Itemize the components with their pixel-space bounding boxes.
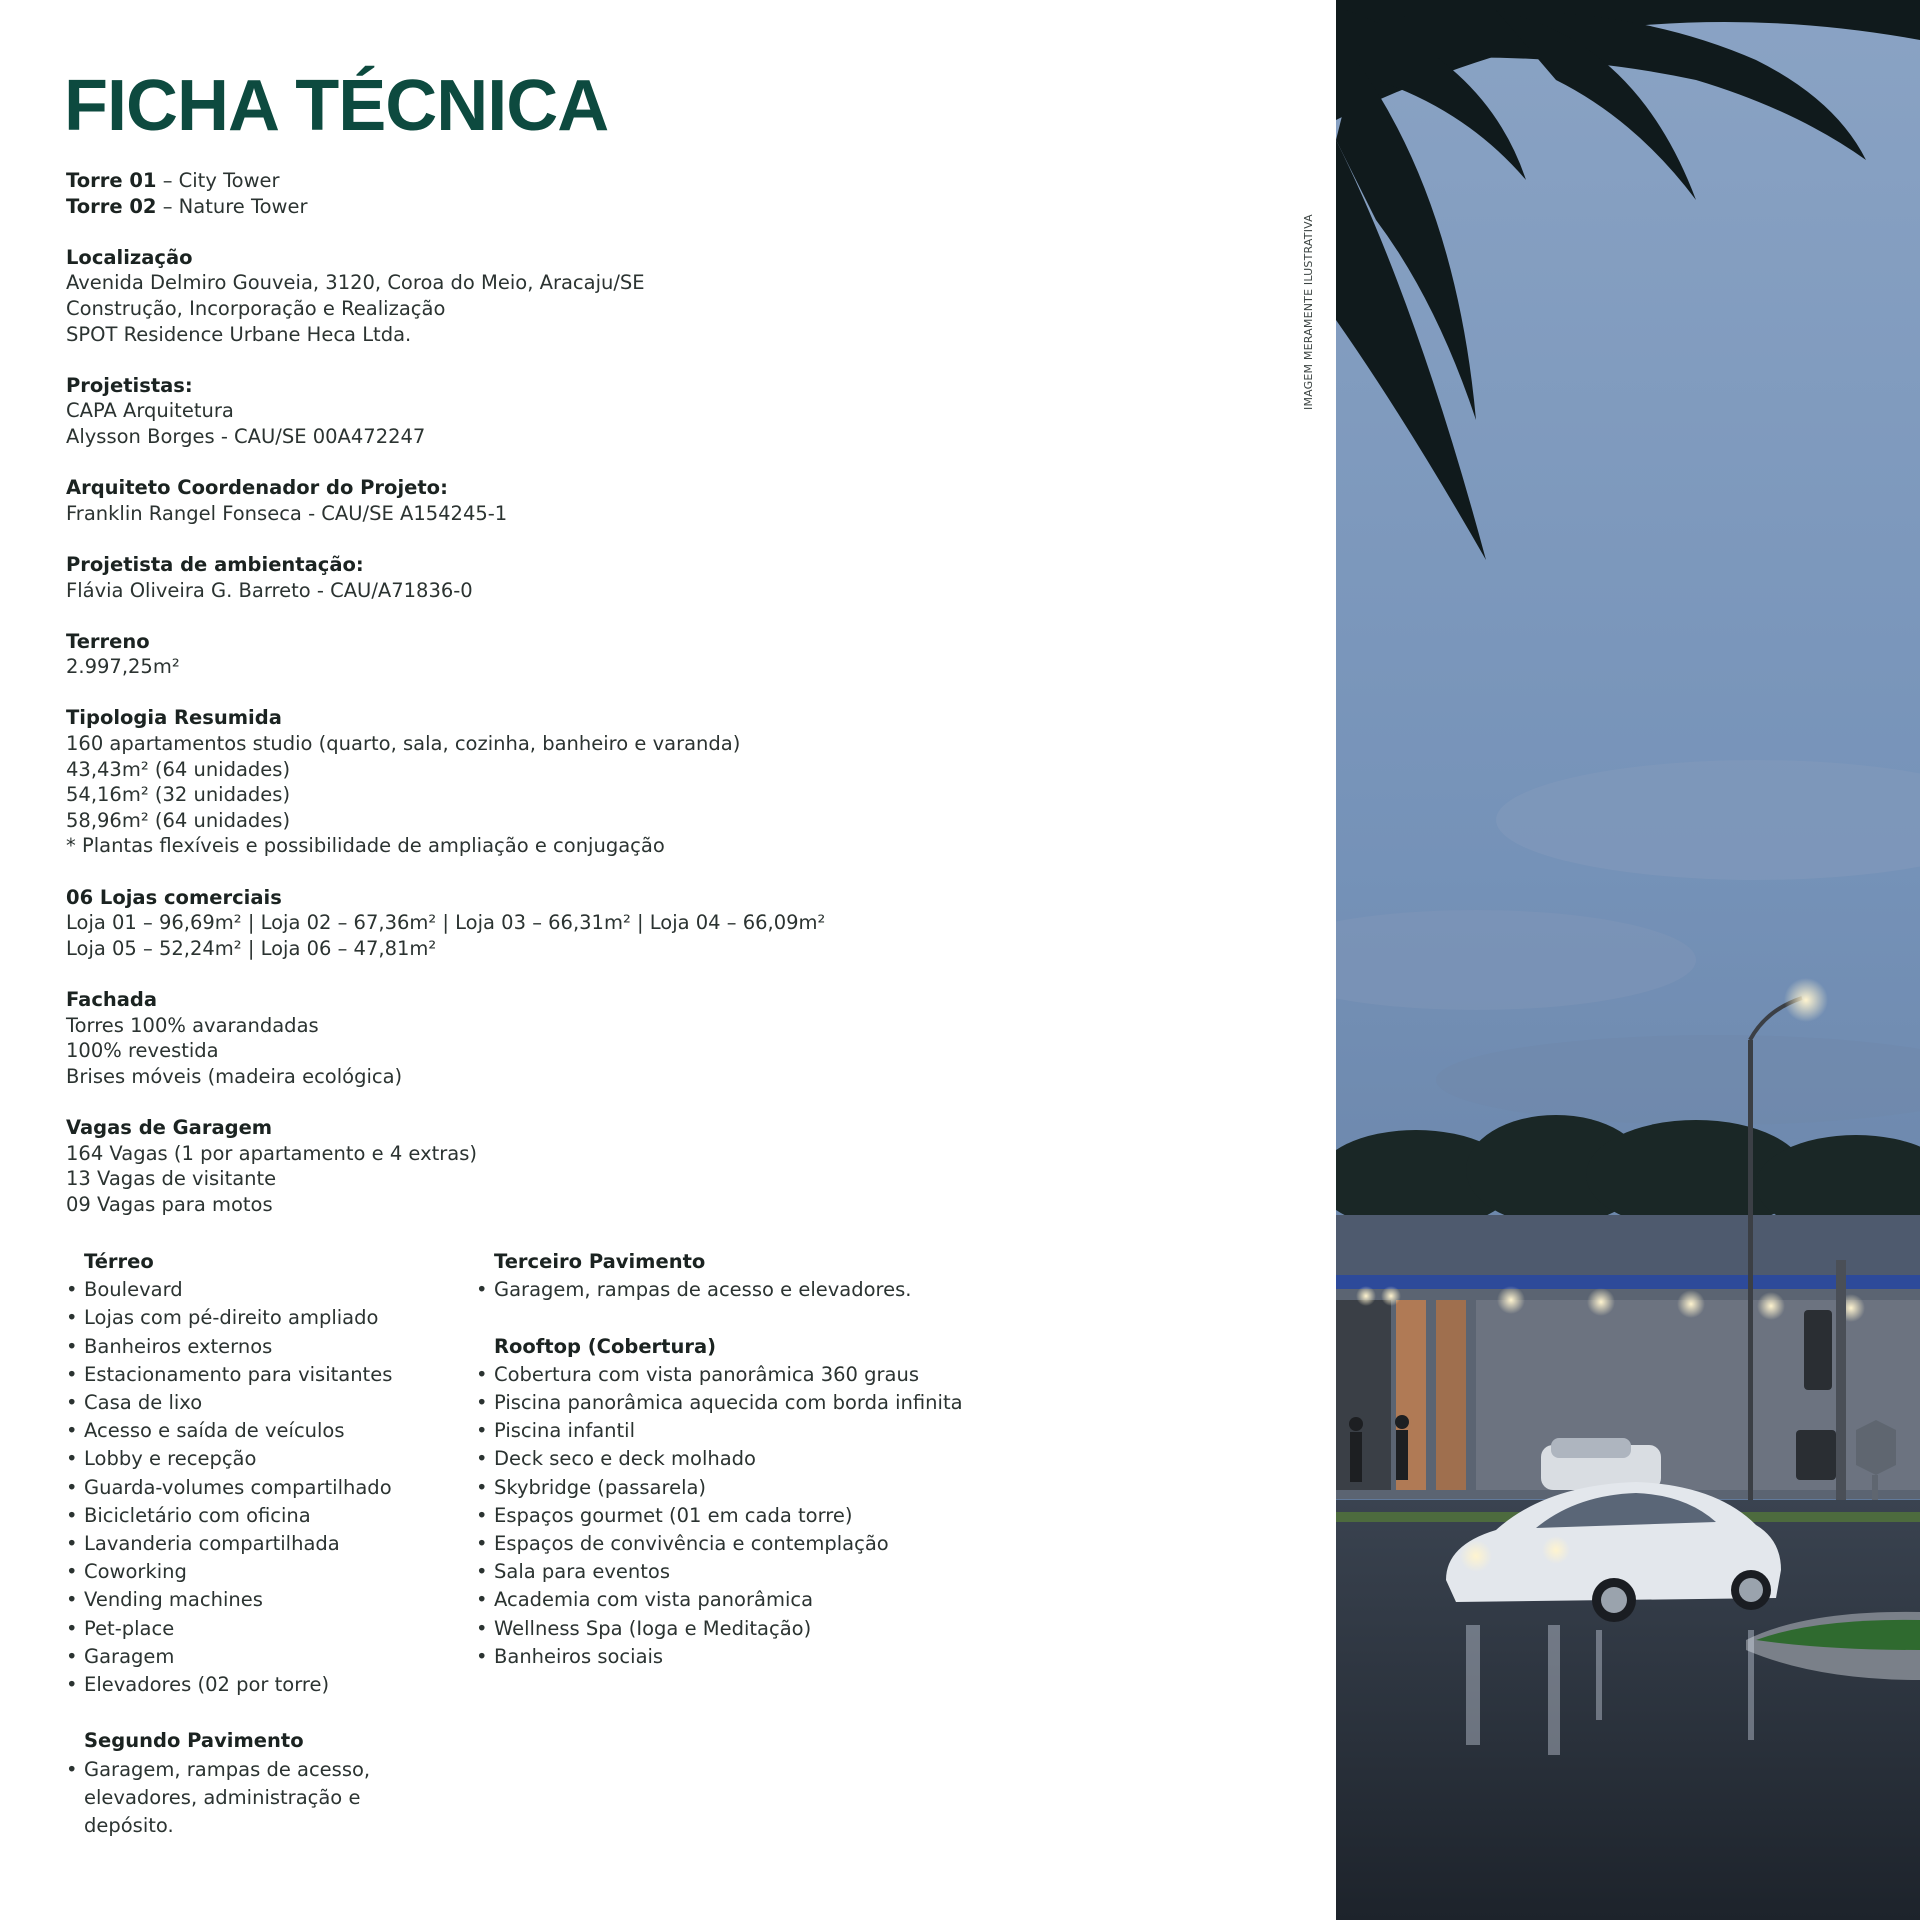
tower-line bbox=[66, 168, 1066, 194]
section-heading: Tipologia Resumida bbox=[66, 706, 282, 730]
tower-label: Torre 01 bbox=[66, 169, 157, 192]
list-item: • Coworking bbox=[66, 1558, 466, 1586]
section-heading: Vagas de Garagem bbox=[66, 1115, 273, 1139]
tipologia-block bbox=[66, 705, 1066, 859]
section-line: Torres 100% avarandadas bbox=[66, 1013, 319, 1037]
list-item: • Elevadores (02 por torre) bbox=[66, 1671, 466, 1699]
spec-text-column bbox=[66, 168, 1066, 1243]
localizacao-block bbox=[66, 245, 1066, 347]
section-line: Loja 05 – 52,24m² | Loja 06 – 47,81m² bbox=[66, 936, 437, 960]
list-item: • Garagem, rampas de acesso e elevadores. bbox=[476, 1276, 1036, 1304]
section-line: 13 Vagas de visitante bbox=[66, 1167, 277, 1191]
list-item: • Wellness Spa (Ioga e Meditação) bbox=[476, 1615, 1036, 1643]
section-heading: Fachada bbox=[66, 988, 158, 1011]
list-item: • Espaços de convivência e contemplação bbox=[476, 1530, 1036, 1558]
terreo-list bbox=[66, 1276, 466, 1699]
list-item: • Espaços gourmet (01 em cada torre) bbox=[476, 1502, 1036, 1530]
section-line: 2.997,25m² bbox=[66, 655, 180, 679]
terceiro-heading: Terceiro Pavimento bbox=[494, 1250, 706, 1273]
tower-line bbox=[66, 194, 1066, 220]
terreno-block bbox=[66, 629, 1066, 680]
section-line: 58,96m² (64 unidades) bbox=[66, 808, 291, 832]
section-line: Flávia Oliveira G. Barreto - CAU/A71836-0 bbox=[66, 578, 473, 602]
section-heading: Arquiteto Coordenador do Projeto: bbox=[66, 476, 448, 500]
list-item: • Estacionamento para visitantes bbox=[66, 1361, 466, 1389]
section-line: 54,16m² (32 unidades) bbox=[66, 783, 291, 807]
rooftop-heading: Rooftop (Cobertura) bbox=[494, 1334, 717, 1358]
segundo-heading: Segundo Pavimento bbox=[84, 1729, 304, 1753]
pavimentos-right-column bbox=[476, 1248, 1036, 1671]
section-line: Alysson Borges - CAU/SE 00A472247 bbox=[66, 424, 426, 448]
list-item: • Boulevard bbox=[66, 1276, 466, 1304]
list-item: • Sala para eventos bbox=[476, 1558, 1036, 1586]
section-line: 100% revestida bbox=[66, 1039, 219, 1063]
section-heading: Localização bbox=[66, 245, 193, 269]
fachada-block bbox=[66, 987, 1066, 1089]
section-line: Franklin Rangel Fonseca - CAU/SE A154245-1 bbox=[66, 501, 508, 525]
list-item: • Lavanderia compartilhada bbox=[66, 1530, 466, 1558]
list-item: • Pet-place bbox=[66, 1615, 466, 1643]
page-title: FICHA TÉCNICA bbox=[64, 66, 609, 146]
section-line: 160 apartamentos studio (quarto, sala, cozinha, banheiro e varanda) bbox=[66, 732, 741, 756]
list-item: • Banheiros sociais bbox=[476, 1643, 1036, 1671]
section-heading: 06 Lojas comerciais bbox=[66, 885, 282, 909]
list-item: • Bicicletário com oficina bbox=[66, 1502, 466, 1530]
list-item: • Vending machines bbox=[66, 1586, 466, 1614]
section-line: Avenida Delmiro Gouveia, 3120, Coroa do Meio, Aracaju/SE bbox=[66, 271, 645, 295]
night-street-render bbox=[1336, 0, 1920, 1920]
segundo-list bbox=[66, 1756, 466, 1841]
arquiteto-block bbox=[66, 475, 1066, 526]
tower-label: Torre 02 bbox=[66, 194, 157, 218]
section-heading: Projetistas: bbox=[66, 373, 193, 397]
section-line: Brises móveis (madeira ecológica) bbox=[66, 1064, 403, 1088]
tower-name: – City Tower bbox=[162, 169, 280, 192]
section-line: 09 Vagas para motos bbox=[66, 1192, 273, 1216]
list-item: • Guarda-volumes compartilhado bbox=[66, 1474, 466, 1502]
list-item: • Casa de lixo bbox=[66, 1389, 466, 1417]
list-item: • Cobertura com vista panorâmica 360 graus bbox=[476, 1361, 1036, 1389]
section-heading: Projetista de ambientação: bbox=[66, 552, 364, 576]
section-line: Construção, Incorporação e Realização bbox=[66, 296, 446, 320]
list-item: • Piscina panorâmica aquecida com borda infinita bbox=[476, 1389, 1036, 1417]
list-item: • Banheiros externos bbox=[66, 1333, 466, 1361]
list-item: • Deck seco e deck molhado bbox=[476, 1445, 1036, 1473]
vagas-block bbox=[66, 1115, 1066, 1217]
section-line: CAPA Arquitetura bbox=[66, 399, 234, 423]
section-line: Loja 01 – 96,69m² | Loja 02 – 67,36m² | Loja 03 – 66,31m² | Loja 04 – 66,09m² bbox=[66, 911, 826, 935]
list-item: • Academia com vista panorâmica bbox=[476, 1586, 1036, 1614]
projetistas-block bbox=[66, 373, 1066, 450]
list-item: • Skybridge (passarela) bbox=[476, 1474, 1036, 1502]
towers-block bbox=[66, 168, 1066, 219]
illustrative-image-note: IMAGEM MERAMENTE ILUSTRATIVA bbox=[1302, 214, 1315, 410]
list-item: • Garagem, rampas de acesso, elevadores, administração e depósito. bbox=[66, 1756, 384, 1841]
section-line: 43,43m² (64 unidades) bbox=[66, 757, 291, 781]
section-line: 164 Vagas (1 por apartamento e 4 extras) bbox=[66, 1141, 478, 1165]
ambientacao-block bbox=[66, 552, 1066, 603]
tower-name: – Nature Tower bbox=[162, 194, 308, 218]
list-item: • Acesso e saída de veículos bbox=[66, 1417, 466, 1445]
section-line: SPOT Residence Urbane Heca Ltda. bbox=[66, 322, 412, 346]
terreo-heading: Térreo bbox=[84, 1250, 154, 1273]
list-item: • Lobby e recepção bbox=[66, 1445, 466, 1473]
section-heading: Terreno bbox=[66, 629, 150, 653]
terceiro-list bbox=[476, 1276, 1036, 1304]
pavimentos-left-column bbox=[66, 1248, 466, 1840]
list-item: • Piscina infantil bbox=[476, 1417, 1036, 1445]
list-item: • Garagem bbox=[66, 1643, 466, 1671]
rooftop-list bbox=[476, 1361, 1036, 1671]
section-line: * Plantas flexíveis e possibilidade de ampliação e conjugação bbox=[66, 834, 665, 858]
lojas-block bbox=[66, 885, 1066, 962]
list-item: • Lojas com pé-direito ampliado bbox=[66, 1304, 466, 1332]
